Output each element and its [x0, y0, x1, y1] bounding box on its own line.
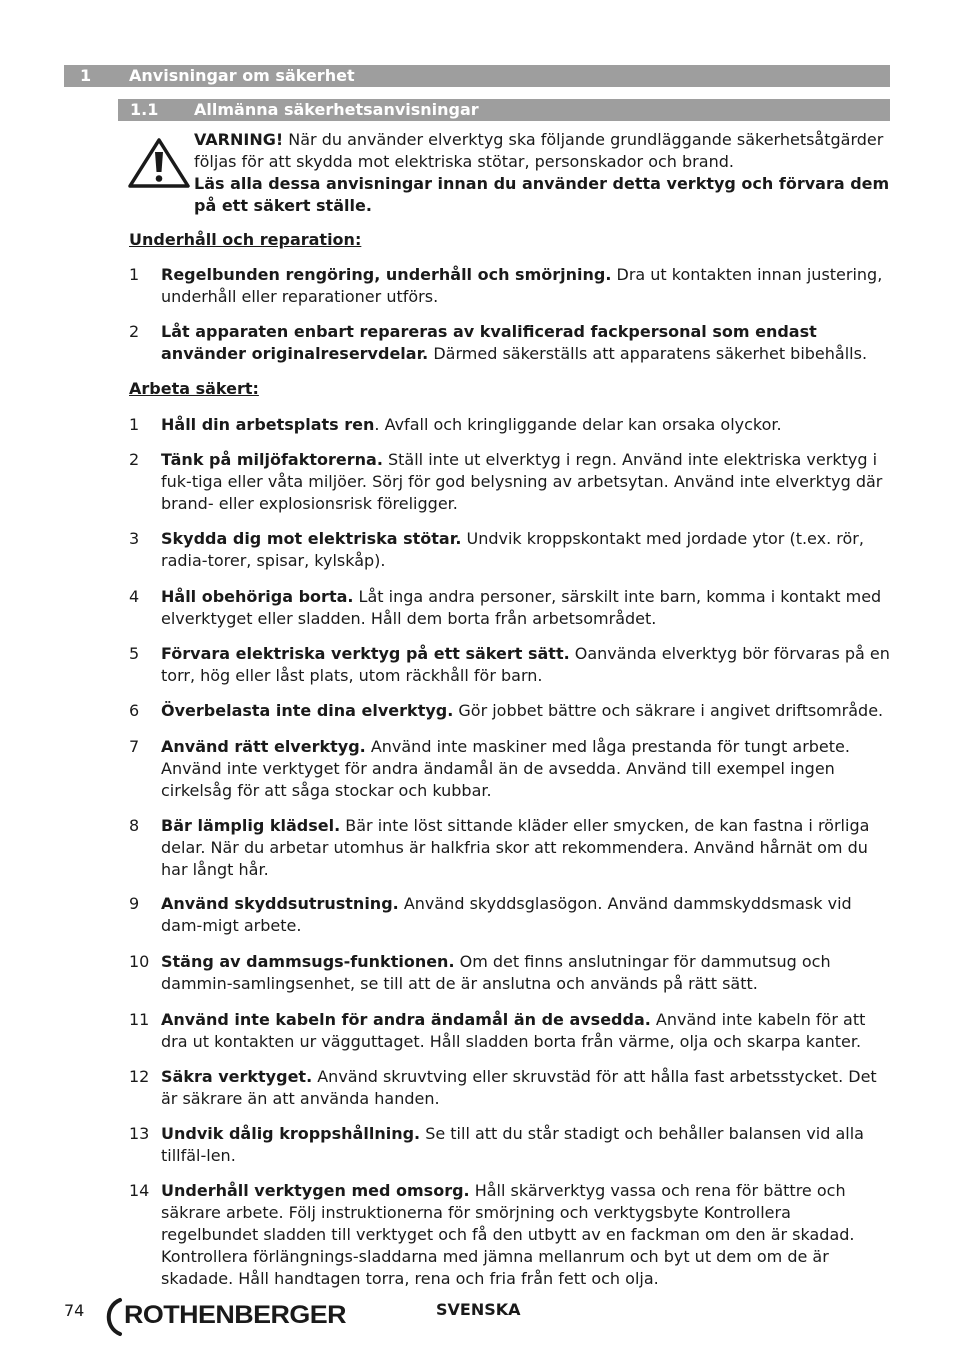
item-text — [161, 893, 891, 937]
item-bold: Stäng av dammsugs-funktionen. — [161, 952, 455, 971]
item-bold: Förvara elektriska verktyg på ett säkert sätt. — [161, 644, 570, 663]
item-bold: Låt apparaten enbart repareras av kvalificerad fackpersonal som endast använder originalreservdelar. — [161, 322, 817, 363]
item-bold: Använd inte kabeln för andra ändamål än de avsedda. — [161, 1010, 651, 1029]
list-item — [129, 736, 891, 802]
item-body: Håll skärverktyg vassa och rena för bättre och säkrare arbete. Följ instruktionerna för smörjning och verktygsbyte Kontrollera regelbundet sladden till verktyget och få den utbytt av en fackman om den är skadad. Kontrollera förlängnings-sladdarna med jämna mellanrum och byt ut dem om de är skadade. Håll handtagen torra, rena och fria från fett och olja. — [161, 1181, 855, 1288]
item-number: 9 — [129, 894, 140, 913]
item-number: 1 — [129, 265, 140, 284]
item-bold: Använd rätt elverktyg. — [161, 737, 366, 756]
item-body: Dra ut kontakten innan justering, underhåll eller reparationer utförs. — [161, 265, 883, 306]
item-text — [161, 736, 891, 802]
item-number: 2 — [129, 322, 140, 341]
item-text — [161, 1123, 891, 1167]
list-item — [129, 1180, 891, 1290]
page-number: 74 — [64, 1301, 85, 1320]
item-number: 8 — [129, 816, 140, 835]
item-bold: Regelbunden rengöring, underhåll och smörjning. — [161, 265, 612, 284]
item-text — [161, 321, 891, 365]
item-bold: Håll obehöriga borta. — [161, 587, 354, 606]
item-number: 4 — [129, 587, 140, 606]
item-bold: Använd skyddsutrustning. — [161, 894, 399, 913]
item-number: 1 — [129, 415, 140, 434]
item-number: 13 — [129, 1124, 150, 1143]
list-item — [129, 893, 891, 937]
subsection-header — [118, 99, 890, 121]
list-item — [129, 449, 891, 515]
item-body: Använd skruvtving eller skruvstäd för att hålla fast arbetsstycket. Det är säkrare än att använda handen. — [161, 1067, 877, 1108]
item-bold: Håll din arbetsplats ren — [161, 415, 375, 434]
item-body: . Avfall och kringliggande delar kan orsaka olyckor. — [374, 415, 782, 434]
item-number: 14 — [129, 1181, 150, 1200]
item-number: 2 — [129, 450, 140, 469]
language-label: SVENSKA — [436, 1300, 521, 1319]
safe-work-heading: Arbeta säkert: — [129, 379, 259, 398]
section-header — [64, 65, 890, 87]
item-body: Använd inte kabeln för att dra ut kontakten ur vägguttaget. Håll sladden borta från värme, olja och skarpa kanter. — [161, 1010, 866, 1051]
list-item — [129, 951, 891, 995]
list-item — [129, 700, 891, 722]
item-number: 5 — [129, 644, 140, 663]
list-item — [129, 1123, 891, 1167]
item-number: 6 — [129, 701, 140, 720]
item-text — [161, 264, 891, 308]
item-body: Om det finns anslutningar för dammutsug och dammin-samlingsenhet, se till att de är anslutna och används på rätt sätt. — [161, 952, 831, 993]
list-item — [129, 1066, 891, 1110]
item-number: 10 — [129, 952, 150, 971]
subsection-number: 1.1 — [130, 100, 159, 119]
warning-label: VARNING! — [194, 130, 284, 149]
warning-triangle-icon — [128, 138, 190, 188]
item-text — [161, 528, 891, 572]
item-body: Därmed säkerställs att apparatens säkerhet bibehålls. — [428, 344, 868, 363]
item-number: 7 — [129, 737, 140, 756]
item-body: Låt inga andra personer, särskilt inte barn, komma i kontakt med elverktyget eller sladden. Håll dem borta från arbetsområdet. — [161, 587, 882, 628]
item-number: 3 — [129, 529, 140, 548]
list-item — [129, 321, 891, 365]
list-item — [129, 264, 891, 308]
list-item — [129, 586, 891, 630]
item-body: Gör jobbet bättre och säkrare i angivet driftsområde. — [453, 701, 884, 720]
item-text — [161, 1066, 891, 1110]
warning-text: När du använder elverktyg ska följande grundläggande säkerhetsåtgärder följas för att skydda mot elektriska stötar, personskador och brand. — [194, 130, 884, 171]
list-item — [129, 414, 891, 436]
item-body: Undvik kroppskontakt med jordade ytor (t.ex. rör, radia-torer, spisar, kylskåp). — [161, 529, 864, 570]
item-body: Bär inte löst sittande kläder eller smycken, de kan fastna i rörliga delar. När du arbetar utomhus är halkfria skor att rekommendera. Använd hårnät om du har långt hår. — [161, 816, 870, 879]
item-body: Ställ inte ut elverktyg i regn. Använd inte elektriska verktyg i fuk-tiga eller våta miljöer. Sörj för god belysning av arbetsytan. Använd inte elverktyg där brand- eller explosionsrisk föreligger. — [161, 450, 883, 513]
list-item — [129, 1009, 891, 1053]
item-number: 11 — [129, 1010, 150, 1029]
list-item — [129, 643, 891, 687]
item-text — [161, 414, 891, 436]
list-item — [129, 528, 891, 572]
item-body: Se till att du står stadigt och behåller balansen vid alla tillfäl-len. — [161, 1124, 864, 1165]
item-bold: Skydda dig mot elektriska stötar. — [161, 529, 462, 548]
item-text — [161, 951, 891, 995]
item-text — [161, 1009, 891, 1053]
subsection-title: Allmänna säkerhetsanvisningar — [194, 100, 479, 119]
item-bold: Undvik dålig kroppshållning. — [161, 1124, 421, 1143]
item-text — [161, 643, 891, 687]
section-number: 1 — [80, 66, 92, 85]
item-bold: Tänk på miljöfaktorerna. — [161, 450, 383, 469]
item-text — [161, 586, 891, 630]
item-bold: Bär lämplig klädsel. — [161, 816, 341, 835]
warning-block — [194, 129, 890, 217]
item-bold: Överbelasta inte dina elverktyg. — [161, 701, 454, 720]
item-body: Använd inte maskiner med låga prestanda för tungt arbete. Använd inte verktyget för andra ändamål än de avsedda. Använd till exempel ingen cirkelsåg för att såga stockar och kubbar. — [161, 737, 850, 800]
item-text — [161, 449, 891, 515]
item-bold: Underhåll verktygen med omsorg. — [161, 1181, 470, 1200]
brand-name: ROTHENBERGER — [124, 1301, 347, 1329]
rothenberger-logo — [104, 1296, 349, 1338]
item-body: Använd skyddsglasögon. Använd dammskyddsmask vid dam-migt arbete. — [161, 894, 852, 935]
maintenance-heading: Underhåll och reparation: — [129, 230, 362, 249]
item-number: 12 — [129, 1067, 150, 1086]
list-item — [129, 815, 891, 881]
item-text — [161, 815, 891, 881]
item-bold: Säkra verktyget. — [161, 1067, 313, 1086]
warning-strong-text: Läs alla dessa anvisningar innan du använder detta verktyg och förvara dem på ett säkert ställe. — [194, 174, 890, 215]
section-title: Anvisningar om säkerhet — [129, 66, 355, 85]
item-body: Oanvända elverktyg bör förvaras på en torr, hög eller låst plats, utom räckhåll för barn. — [161, 644, 890, 685]
item-text — [161, 1180, 891, 1290]
item-text — [161, 700, 891, 722]
